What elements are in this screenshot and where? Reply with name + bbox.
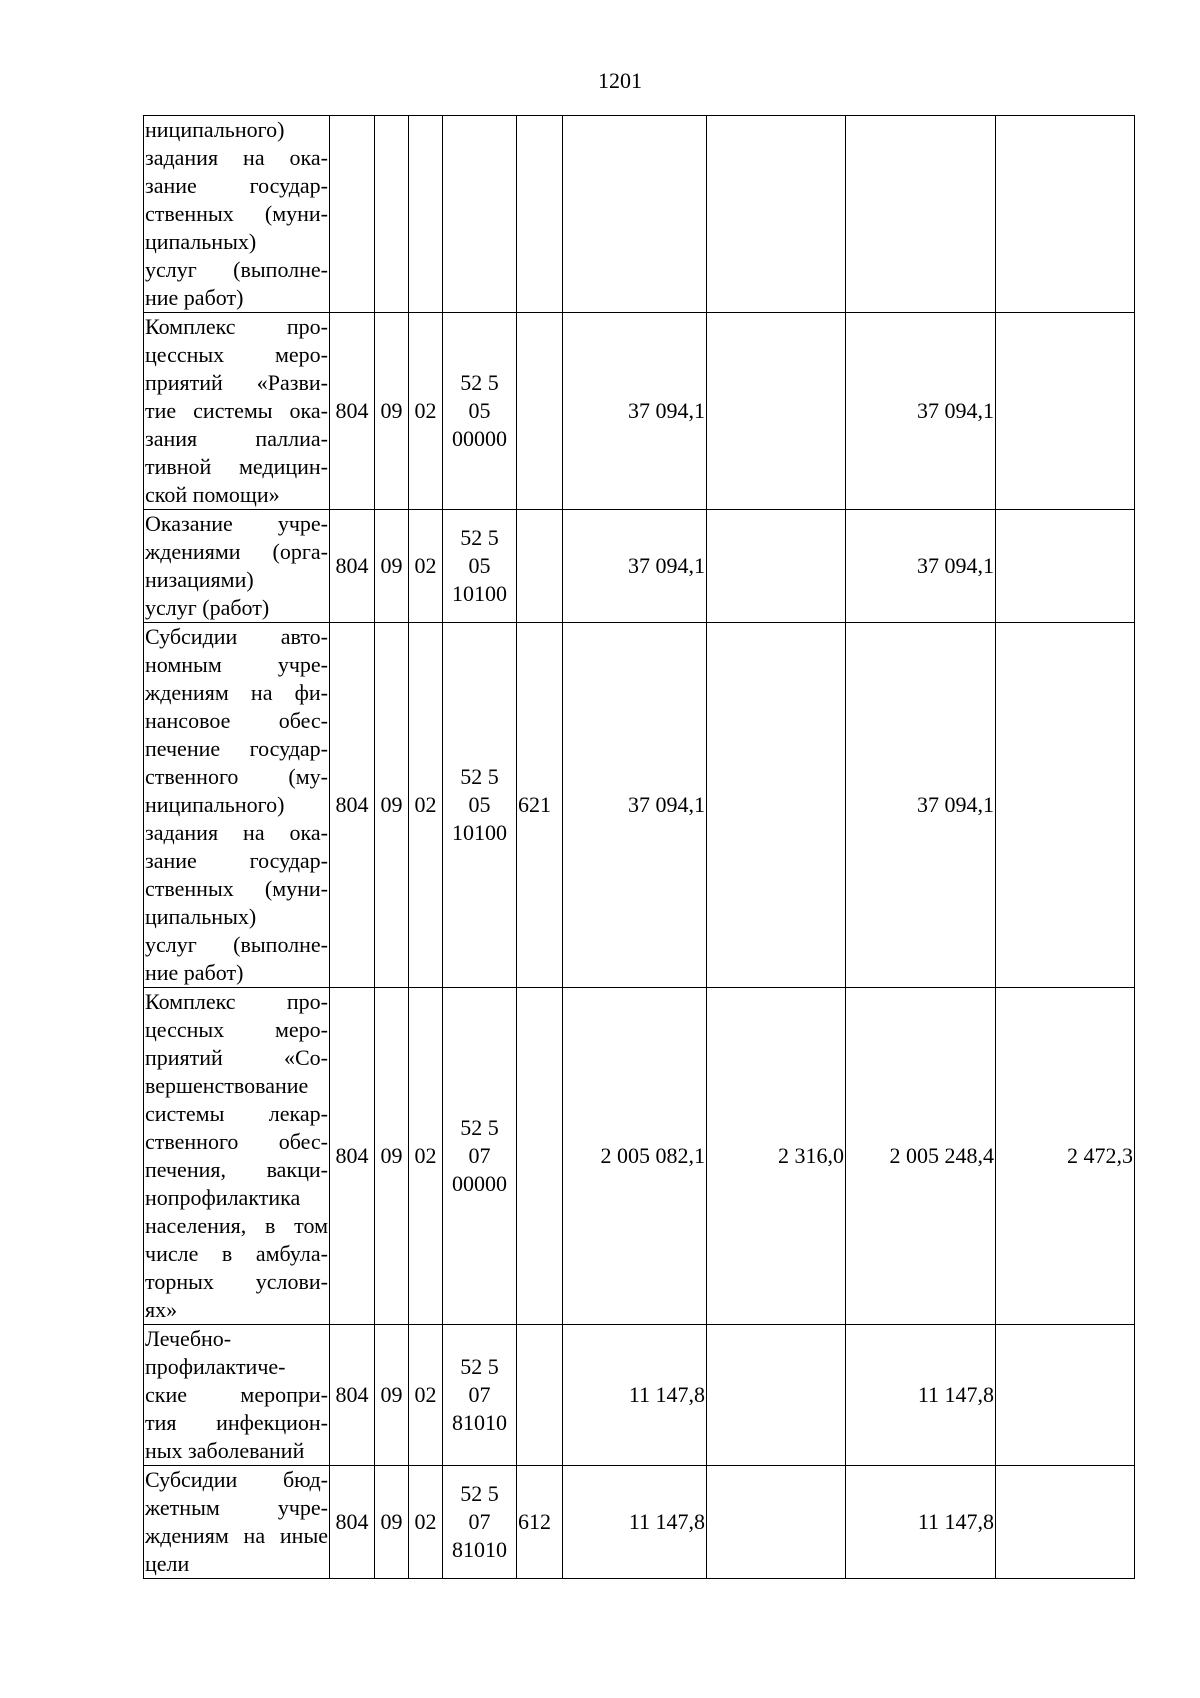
cell-expense-type [517, 1325, 563, 1466]
name-line: печения, вакци- [145, 1157, 328, 1182]
cell-target-article [443, 313, 517, 510]
cell-target-article [443, 1466, 517, 1579]
name-line: услуг (выполне- [145, 932, 328, 957]
target-article-line: 10100 [452, 581, 507, 606]
cell-amount-2: 37 094,1 [846, 510, 996, 623]
name-line: ской помощи» [145, 482, 280, 507]
cell-name [144, 116, 330, 313]
cell-target-article [443, 510, 517, 623]
name-line: Оказание учре- [145, 511, 328, 536]
cell-target-article [443, 988, 517, 1325]
name-line: низациями) [145, 567, 254, 592]
cell-grbs: 804 [330, 510, 375, 623]
name-line: ниципального) [145, 792, 285, 817]
cell-grbs: 804 [330, 313, 375, 510]
cell-section: 09 [375, 623, 409, 988]
cell-subsection: 02 [409, 313, 443, 510]
cell-grbs: 804 [330, 988, 375, 1325]
cell-amount-1: 11 147,8 [563, 1325, 707, 1466]
target-article-line: 52 5 [460, 1115, 499, 1140]
target-article-line: 05 [468, 398, 491, 423]
name-line: тия инфекцион- [145, 1410, 328, 1435]
name-line: ние работ) [145, 285, 244, 310]
cell-name [144, 313, 330, 510]
cell-grbs: 804 [330, 1466, 375, 1579]
name-line: ниципального) [145, 117, 285, 142]
name-line: нопрофилактика [145, 1185, 301, 1210]
name-line: услуг (выполне- [145, 257, 328, 282]
table-body [144, 116, 1135, 1579]
cell-section: 09 [375, 988, 409, 1325]
cell-target-article [443, 1325, 517, 1466]
cell-amount-2: 11 147,8 [846, 1466, 996, 1579]
cell-amount-1-federal: 2 316,0 [707, 988, 846, 1325]
name-line: задания на ока- [145, 820, 328, 845]
cell-subsection: 02 [409, 623, 443, 988]
name-line: ственного обес- [145, 1129, 328, 1154]
name-line: ждениям на иные [145, 1523, 328, 1548]
cell-expense-type [517, 313, 563, 510]
page-number: 1201 [598, 68, 642, 93]
cell-amount-1: 2 005 082,1 [563, 988, 707, 1325]
cell-name [144, 1466, 330, 1579]
table-row [144, 1325, 1135, 1466]
cell-subsection: 02 [409, 988, 443, 1325]
cell-section: 09 [375, 1466, 409, 1579]
name-line: цессных меро- [145, 1017, 328, 1042]
cell-subsection [409, 116, 443, 313]
name-line: номным учре- [145, 652, 328, 677]
table-row [144, 623, 1135, 988]
cell-amount-1: 11 147,8 [563, 1466, 707, 1579]
cell-name [144, 1325, 330, 1466]
table-row [144, 313, 1135, 510]
target-article-line: 52 5 [460, 764, 499, 789]
name-line: приятий «Со- [145, 1045, 328, 1070]
name-line: ждениями (орга- [145, 539, 328, 564]
cell-amount-1-federal [707, 1325, 846, 1466]
cell-amount-1-federal [707, 510, 846, 623]
cell-amount-2: 11 147,8 [846, 1325, 996, 1466]
cell-expense-type [517, 988, 563, 1325]
target-article-line: 52 5 [460, 1481, 499, 1506]
cell-amount-2: 2 005 248,4 [846, 988, 996, 1325]
cell-amount-2-federal: 2 472,3 [996, 988, 1135, 1325]
name-line: цели [145, 1551, 190, 1576]
name-line: ждениям на фи- [145, 680, 328, 705]
target-article-line: 07 [468, 1143, 491, 1168]
name-line: Комплекс про- [145, 314, 328, 339]
cell-grbs: 804 [330, 1325, 375, 1466]
name-line: ские меропри- [145, 1382, 328, 1407]
target-article-line: 00000 [452, 426, 507, 451]
name-line: услуг (работ) [145, 595, 270, 620]
cell-amount-1-federal [707, 623, 846, 988]
name-line: ние работ) [145, 960, 244, 985]
name-line: вершенствование [145, 1073, 309, 1098]
target-article-line: 52 5 [460, 1354, 499, 1379]
cell-amount-2-federal [996, 510, 1135, 623]
name-line: профилактиче- [145, 1354, 286, 1379]
cell-amount-1 [563, 116, 707, 313]
name-line: населения, в том [145, 1213, 328, 1238]
name-line: Комплекс про- [145, 989, 328, 1014]
name-line: нансовое обес- [145, 708, 328, 733]
target-article-line: 52 5 [460, 525, 499, 550]
cell-subsection: 02 [409, 510, 443, 623]
cell-section [375, 116, 409, 313]
name-line: торных услови- [145, 1269, 328, 1294]
cell-amount-1: 37 094,1 [563, 510, 707, 623]
cell-section: 09 [375, 313, 409, 510]
table-row [144, 1466, 1135, 1579]
target-article-line: 81010 [452, 1410, 507, 1435]
name-line: Лечебно- [145, 1326, 232, 1351]
cell-target-article [443, 116, 517, 313]
target-article-line: 05 [468, 553, 491, 578]
cell-amount-1-federal [707, 1466, 846, 1579]
name-line: зание государ- [145, 848, 328, 873]
cell-name [144, 510, 330, 623]
cell-expense-type: 612 [517, 1466, 563, 1579]
cell-amount-2-federal [996, 1466, 1135, 1579]
name-line: системы лекар- [145, 1101, 328, 1126]
cell-amount-1-federal [707, 116, 846, 313]
name-line: цессных меро- [145, 342, 328, 367]
target-article-line: 10100 [452, 820, 507, 845]
cell-expense-type [517, 116, 563, 313]
name-line: ципальных) [145, 229, 257, 254]
cell-amount-2: 37 094,1 [846, 623, 996, 988]
name-line: ственного (му- [145, 764, 328, 789]
cell-grbs [330, 116, 375, 313]
cell-amount-1: 37 094,1 [563, 623, 707, 988]
name-line: ях» [145, 1297, 178, 1322]
name-line: ственных (муни- [145, 201, 328, 226]
cell-name [144, 988, 330, 1325]
cell-amount-2-federal [996, 116, 1135, 313]
name-line: числе в амбула- [145, 1241, 328, 1266]
cell-amount-2: 37 094,1 [846, 313, 996, 510]
cell-section: 09 [375, 510, 409, 623]
cell-subsection: 02 [409, 1325, 443, 1466]
cell-section: 09 [375, 1325, 409, 1466]
target-article-line: 07 [468, 1382, 491, 1407]
name-line: тие системы ока- [145, 398, 328, 423]
cell-amount-2-federal [996, 313, 1135, 510]
cell-amount-2-federal [996, 1325, 1135, 1466]
cell-amount-2 [846, 116, 996, 313]
cell-amount-1-federal [707, 313, 846, 510]
name-line: ципальных) [145, 904, 257, 929]
name-line: зания паллиа- [145, 426, 328, 451]
cell-expense-type [517, 510, 563, 623]
table-row [144, 510, 1135, 623]
target-article-line: 07 [468, 1509, 491, 1534]
cell-subsection: 02 [409, 1466, 443, 1579]
cell-amount-2-federal [996, 623, 1135, 988]
name-line: приятий «Разви- [145, 370, 328, 395]
cell-expense-type: 621 [517, 623, 563, 988]
name-line: жетным учре- [145, 1495, 328, 1520]
table-row [144, 116, 1135, 313]
name-line: зание государ- [145, 173, 328, 198]
cell-amount-1: 37 094,1 [563, 313, 707, 510]
target-article-line: 05 [468, 792, 491, 817]
budget-table [143, 115, 1135, 1579]
name-line: печение государ- [145, 736, 328, 761]
cell-grbs: 804 [330, 623, 375, 988]
table-row [144, 988, 1135, 1325]
name-line: ных заболеваний [145, 1438, 305, 1463]
name-line: тивной медицин- [145, 454, 328, 479]
cell-target-article [443, 623, 517, 988]
name-line: Субсидии авто- [145, 624, 328, 649]
name-line: ственных (муни- [145, 876, 328, 901]
cell-name [144, 623, 330, 988]
target-article-line: 00000 [452, 1171, 507, 1196]
target-article-line: 52 5 [460, 370, 499, 395]
name-line: Субсидии бюд- [145, 1467, 328, 1492]
name-line: задания на ока- [145, 145, 328, 170]
target-article-line: 81010 [452, 1537, 507, 1562]
